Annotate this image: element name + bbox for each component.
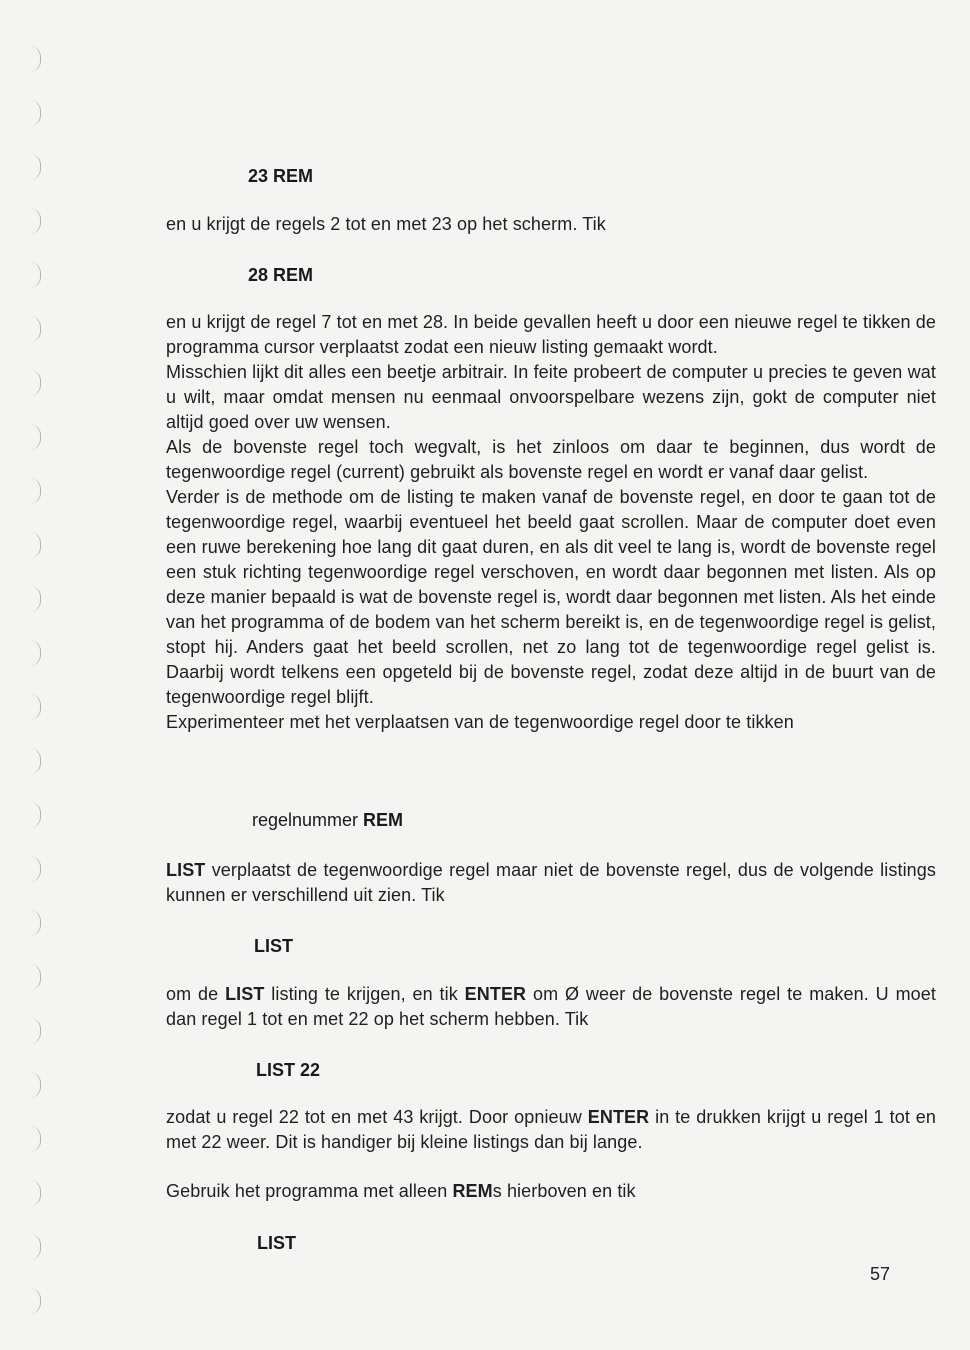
- binding-mark: [30, 154, 41, 180]
- code-line-list: LIST: [254, 936, 293, 956]
- code-line-regelnummer-rem: [252, 808, 403, 832]
- text-run: zodat u regel 22 tot en met 43 krijgt. Door opnieuw: [166, 1107, 588, 1127]
- code-line-28-rem: 28 REM: [248, 265, 314, 285]
- code-line-23-rem: 23 REM: [248, 166, 314, 186]
- keyword-list: LIST: [225, 984, 265, 1004]
- paragraph-text: [166, 1105, 936, 1155]
- keyword-enter: ENTER: [587, 1107, 650, 1127]
- binding-mark: [30, 748, 41, 774]
- paragraph-text: [166, 1179, 936, 1204]
- binding-mark: [30, 856, 41, 882]
- binding-mark: [30, 1072, 41, 1098]
- keyword-list: LIST: [166, 860, 206, 880]
- binding-mark: [30, 586, 41, 612]
- paragraph: [166, 982, 936, 1032]
- binding-mark: [30, 1126, 41, 1152]
- text-run: s hierboven en tik: [492, 1181, 636, 1201]
- page-number: 57: [870, 1264, 891, 1284]
- text-run: verplaatst de tegenwoordige regel maar niet de bovenste regel, dus de volgende listings kunnen er verschillend uit zien. Tik: [166, 860, 936, 905]
- paragraph-text: Experimenteer met het verplaatsen van de tegenwoordige regel door te tikken: [166, 712, 794, 732]
- paragraph: [166, 1179, 936, 1204]
- paragraph-block: [166, 310, 936, 735]
- text-run: Gebruik het programma met alleen: [166, 1181, 453, 1201]
- keyword-rem: REM: [452, 1181, 493, 1201]
- binding-mark: [30, 1288, 41, 1314]
- paragraph-text: [166, 982, 936, 1032]
- code-line-list-final: LIST: [257, 1233, 296, 1253]
- binding-mark: [30, 1234, 41, 1260]
- text-run: om de: [166, 984, 226, 1004]
- paragraph-text: Verder is de methode om de listing te maken vanaf de bovenste regel, en door te gaan tot de tegenwoordige regel, waarbij eventueel het beeld gaat scrollen. Maar de computer doet even een ruwe berekening hoe lang dit gaat duren, en als dit veel te lang is, wordt de bovenste regel een stuk richting tegenwoordige regel verschoven, en wordt daar begonnen met listen. Als op deze manier bepaald is wat de bovenste regel is, wordt daar begonnen met listen. Als het einde van het programma of de bodem van het scherm bereikt is, en de tegenwoordige regel is gelist, stopt hij. Anders gaat het beeld scrollen, net zo lang tot de tegenwoordige regel gelist is. Daarbij wordt telkens een opgeteld bij de bovenste regel, zodat deze altijd in de buurt van de tegenwoordige regel blijft.: [166, 487, 936, 707]
- text-run: om Ø weer de bovenste regel te maken. U moet dan regel 1 tot en met 22 op het scherm hebben. Tik: [166, 984, 936, 1029]
- paragraph: [166, 1105, 936, 1155]
- paragraph-text: Als de bovenste regel toch wegvalt, is het zinloos om daar te beginnen, dus wordt de tegenwoordige regel (current) gebruikt als bovenste regel en wordt er vanaf daar gelist.: [166, 437, 936, 482]
- binding-mark: [30, 262, 41, 288]
- binding-mark: [30, 100, 41, 126]
- code-arg: regelnummer: [252, 810, 364, 830]
- keyword-enter: ENTER: [464, 984, 527, 1004]
- binding-mark: [30, 910, 41, 936]
- paragraph-text: en u krijgt de regel 7 tot en met 28. In beide gevallen heeft u door een nieuwe regel te tikken de programma cursor verplaatst zodat een nieuw listing gemaakt wordt.: [166, 312, 936, 357]
- paragraph-text: [166, 858, 936, 908]
- paragraph-text: en u krijgt de regels 2 tot en met 23 op het scherm. Tik: [166, 214, 606, 234]
- binding-mark: [30, 1180, 41, 1206]
- binding-mark: [30, 208, 41, 234]
- binding-mark: [30, 532, 41, 558]
- binding-mark: [30, 694, 41, 720]
- paragraph: [166, 858, 936, 908]
- binding-mark: [30, 964, 41, 990]
- binding-mark: [30, 478, 41, 504]
- text-run: listing te krijgen, en tik: [264, 984, 465, 1004]
- binding-mark: [30, 46, 41, 72]
- code-keyword: REM: [363, 810, 404, 830]
- paragraph: [166, 212, 936, 237]
- binding-mark: [30, 640, 41, 666]
- binding-mark: [30, 802, 41, 828]
- binding-mark: [30, 370, 41, 396]
- paragraph-text: Misschien lijkt dit alles een beetje arbitrair. In feite probeert de computer u precies te geven wat u wilt, maar omdat mensen nu eenmaal onvoorspelbare wezens zijn, gokt de computer niet altijd goed over uw wensen.: [166, 362, 936, 432]
- binding-mark: [30, 316, 41, 342]
- binding-mark: [30, 1018, 41, 1044]
- code-line-list-22: LIST 22: [256, 1060, 321, 1080]
- text-run: in te drukken krijgt u regel 1 tot en met 22 weer. Dit is handiger bij kleine listings dan bij lange.: [166, 1107, 937, 1152]
- binding-mark: [30, 424, 41, 450]
